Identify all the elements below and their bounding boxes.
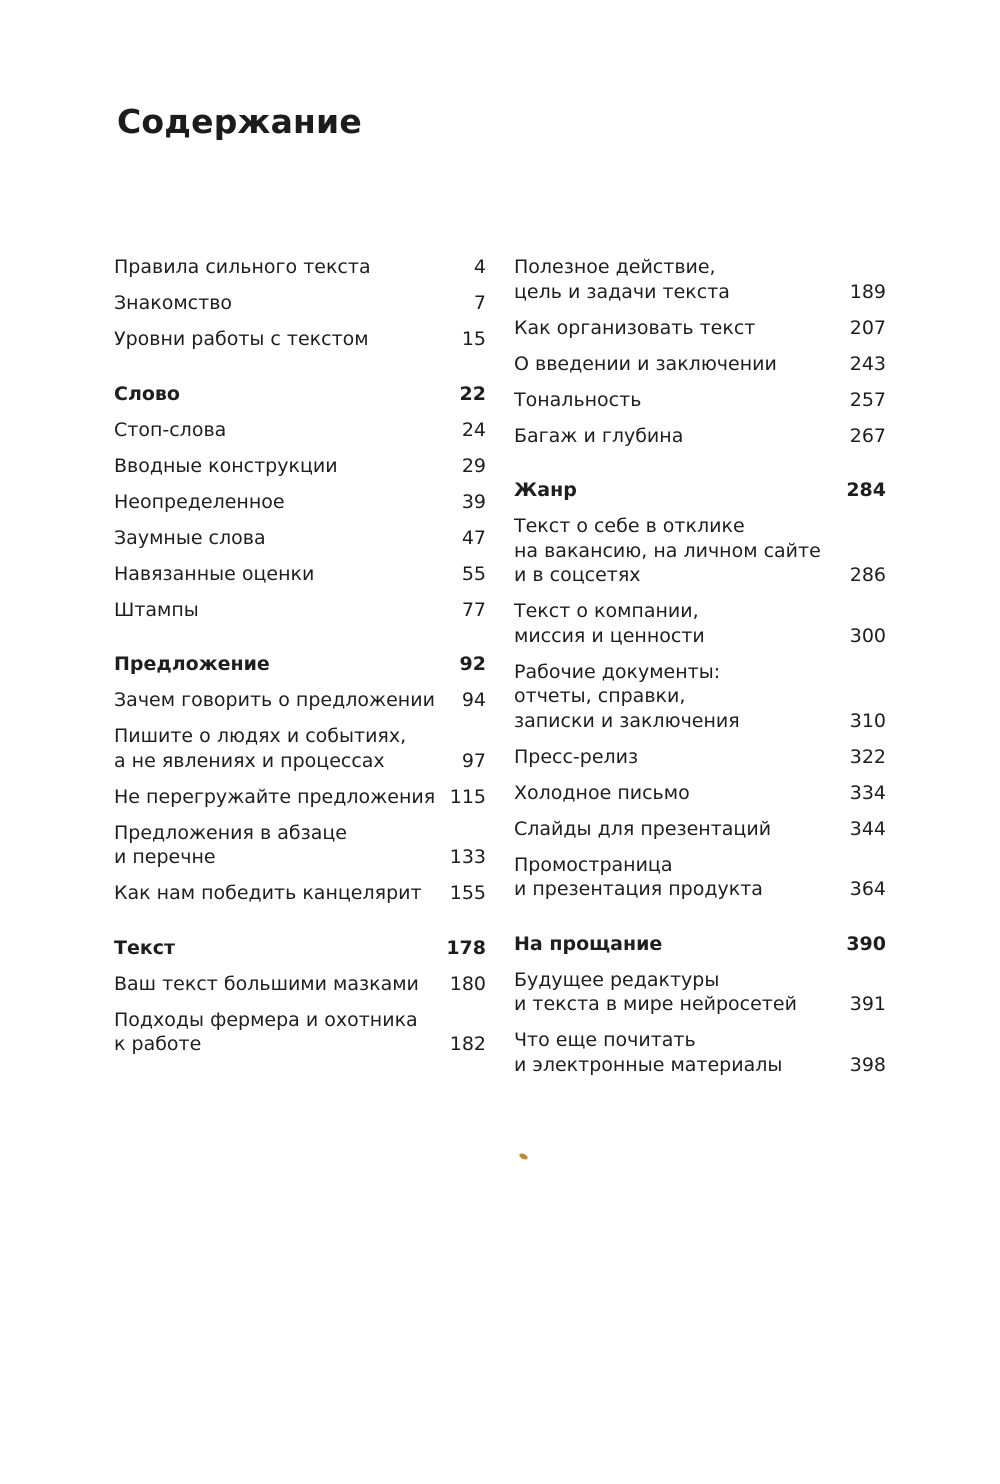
toc-section xyxy=(514,478,886,503)
page-number: 55 xyxy=(461,562,486,585)
page-number: 22 xyxy=(459,382,486,405)
entry-title: Зачем говорить о предложении xyxy=(114,689,435,711)
toc-entry xyxy=(114,327,486,352)
entry-title: Багаж и глубина xyxy=(514,424,684,447)
toc-entry xyxy=(514,388,886,413)
toc-entry xyxy=(114,688,486,713)
toc-entry xyxy=(514,781,886,806)
entry-title: Уровни работы с текстом xyxy=(114,328,369,350)
page-number: 4 xyxy=(473,256,486,278)
toc-column-left xyxy=(114,255,486,1057)
page-number: 39 xyxy=(461,490,486,513)
page-number: 77 xyxy=(461,598,486,621)
entry-title: Знакомство xyxy=(114,292,233,314)
page-number: 398 xyxy=(849,1053,886,1076)
toc-entry xyxy=(114,526,486,551)
entry-title: Штампы xyxy=(114,598,199,621)
entry-title: Слайды для презентаций xyxy=(514,817,772,840)
page-number: 243 xyxy=(849,352,886,375)
entry-title: Как организовать текст xyxy=(514,316,756,339)
page-number: 92 xyxy=(459,653,486,675)
toc-section xyxy=(114,382,486,407)
toc-entry xyxy=(114,1008,486,1057)
toc-entry xyxy=(514,352,886,377)
toc-entry xyxy=(114,454,486,479)
page-number: 286 xyxy=(849,564,886,586)
page-number: 267 xyxy=(849,424,886,447)
page-number: 344 xyxy=(849,817,886,840)
toc-entry xyxy=(114,418,486,443)
toc-entry xyxy=(114,724,486,773)
toc-entry xyxy=(114,881,486,906)
entry-title: Неопределенное xyxy=(114,490,285,513)
page-number: 47 xyxy=(461,526,486,549)
page-number: 364 xyxy=(849,878,886,900)
entry-title: Вводные конструкции xyxy=(114,454,338,477)
entry-title: Подходы фермера и охотника к работе xyxy=(114,1008,418,1055)
toc-entry xyxy=(114,490,486,515)
toc-column-right xyxy=(514,255,886,1077)
page-number: 257 xyxy=(849,388,886,411)
entry-title: Предложения в абзаце и перечне xyxy=(114,821,347,868)
section-title: Текст xyxy=(114,936,176,959)
entry-title: Будущее редактуры и текста в мире нейросетей xyxy=(514,968,797,1015)
section-title: Слово xyxy=(114,382,180,405)
page-number: 115 xyxy=(449,785,486,808)
toc-entry xyxy=(114,562,486,587)
page-number: 207 xyxy=(849,316,886,339)
section-title: Предложение xyxy=(114,653,270,675)
entry-title: Текст о себе в отклике на вакансию, на личном сайте и в соцсетях xyxy=(514,515,821,586)
entry-title: Рабочие документы: отчеты, справки, записки и заключения xyxy=(514,660,740,732)
entry-title: Холодное письмо xyxy=(514,781,690,804)
section-title: На прощание xyxy=(514,932,663,955)
entry-title: Что еще почитать и электронные материалы xyxy=(514,1029,783,1076)
toc-entry xyxy=(114,972,486,997)
page-title: Содержание xyxy=(117,102,362,141)
page-number: 182 xyxy=(449,1033,486,1055)
toc-entry xyxy=(114,255,486,280)
entry-title: О введении и заключении xyxy=(514,352,777,375)
entry-title: Тональность xyxy=(514,388,642,411)
toc-entry xyxy=(114,821,486,870)
page-number: 133 xyxy=(449,846,486,868)
page-number: 310 xyxy=(849,709,886,732)
toc-entry xyxy=(514,853,886,902)
entry-title: Полезное действие, цель и задачи текста xyxy=(514,256,730,303)
toc-entry xyxy=(114,785,486,810)
entry-title: Заумные слова xyxy=(114,526,266,549)
toc-entry xyxy=(514,1028,886,1077)
toc-entry xyxy=(514,968,886,1017)
entry-title: Промостраница и презентация продукта xyxy=(514,853,763,900)
toc-entry xyxy=(514,817,886,842)
toc-section xyxy=(114,652,486,677)
entry-title: Стоп-слова xyxy=(114,418,227,441)
page-number: 7 xyxy=(473,292,486,314)
entry-title: Правила сильного текста xyxy=(114,256,371,278)
entry-title: Навязанные оценки xyxy=(114,562,315,585)
page-number: 390 xyxy=(846,932,886,955)
entry-title: Пресс-релиз xyxy=(514,745,639,768)
page-number: 189 xyxy=(849,280,886,303)
toc-entry xyxy=(514,599,886,648)
entry-title: Не перегружайте предложения xyxy=(114,785,436,808)
page-number: 15 xyxy=(461,328,486,350)
page-number: 180 xyxy=(449,972,486,995)
page-number: 155 xyxy=(449,882,486,904)
toc-entry xyxy=(114,598,486,623)
page-number: 29 xyxy=(461,454,486,477)
page-number: 334 xyxy=(849,781,886,804)
toc-entry xyxy=(114,291,486,316)
page-number: 391 xyxy=(849,993,886,1015)
entry-title: Как нам победить канцелярит xyxy=(114,882,422,904)
toc-entry xyxy=(514,424,886,449)
paper-speck xyxy=(518,1152,528,1160)
toc-entry xyxy=(514,255,886,304)
page-number: 322 xyxy=(849,745,886,768)
page-number: 24 xyxy=(461,418,486,441)
entry-title: Ваш текст большими мазками xyxy=(114,972,419,995)
page-number: 284 xyxy=(846,479,886,501)
page-number: 97 xyxy=(461,749,486,772)
toc-entry xyxy=(514,514,886,588)
entry-title: Пишите о людях и событиях, а не явлениях и процессах xyxy=(114,725,407,772)
toc-section xyxy=(114,936,486,961)
entry-title: Текст о компании, миссия и ценности xyxy=(514,600,705,647)
section-title: Жанр xyxy=(514,479,577,501)
toc-entry xyxy=(514,316,886,341)
toc-section xyxy=(514,932,886,957)
toc-entry xyxy=(514,660,886,734)
page-number: 300 xyxy=(849,624,886,647)
page-number: 94 xyxy=(461,689,486,711)
page-number: 178 xyxy=(446,936,486,959)
toc-entry xyxy=(514,745,886,770)
